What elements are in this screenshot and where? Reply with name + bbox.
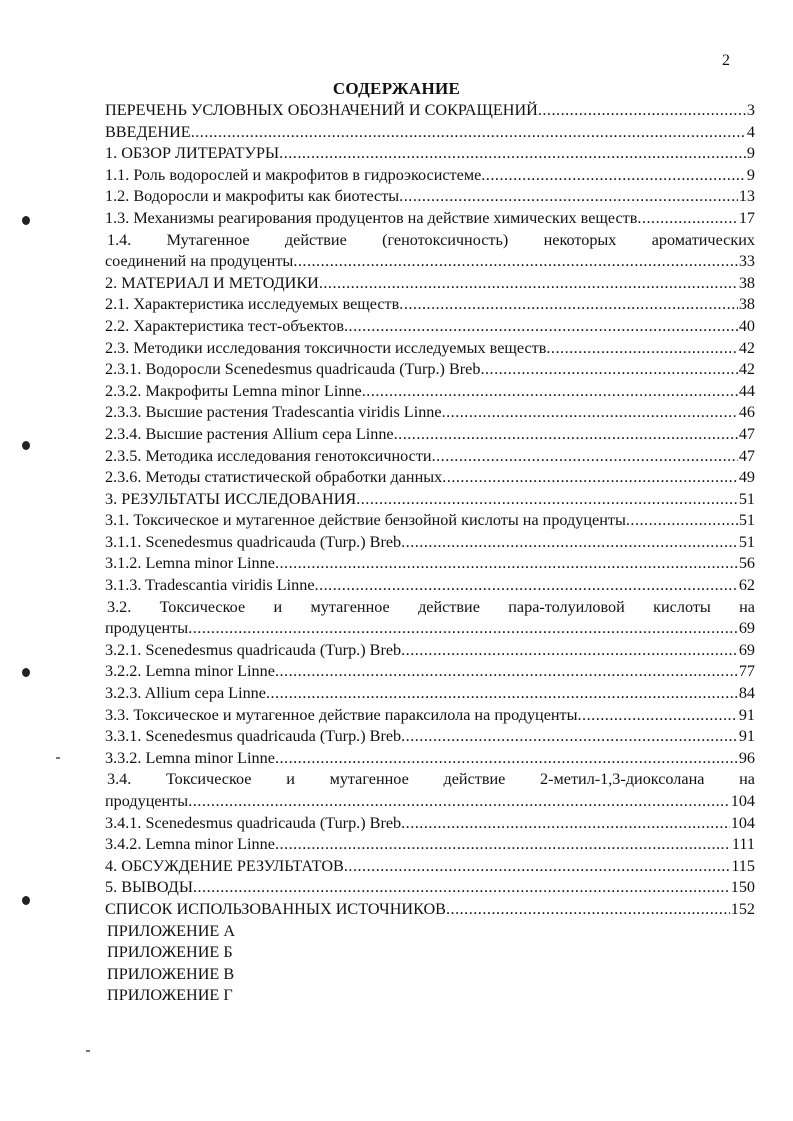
toc-entry-title: 2.1. Характеристика исследуемых веществ — [105, 295, 400, 314]
toc-dot-leader — [637, 208, 737, 230]
toc-entry-word: 1.4. — [107, 230, 132, 249]
toc-entry — [105, 294, 755, 316]
toc-entry-title: 2.3.4. Высшие растения Allium cepa Linne — [105, 424, 394, 443]
toc-entry-page: 33 — [738, 252, 755, 271]
toc-entry-title: 3.3. Токсическое и мутагенное действие параксилола на продуценты — [105, 705, 578, 724]
toc-entry-title: 3.4.1. Scenedesmus quadricauda (Turp.) Breb — [105, 813, 402, 832]
toc-entry-title: 3.2.2. Lemna minor Linne — [105, 662, 275, 681]
toc-entry — [105, 424, 755, 446]
toc-entry — [105, 532, 755, 554]
page-number: 2 — [722, 52, 730, 69]
toc-dot-leader — [442, 467, 738, 489]
toc-entry-page: 111 — [731, 835, 755, 854]
toc-entry-page: 47 — [738, 446, 755, 465]
toc-entry — [105, 877, 755, 899]
punch-mark — [22, 896, 30, 905]
toc-entry — [105, 165, 755, 187]
toc-entry-title: 1. ОБЗОР ЛИТЕРАТУРЫ — [105, 144, 280, 163]
punch-mark — [22, 216, 30, 225]
toc-entry-page: 51 — [738, 532, 755, 551]
toc-entry-title: 3.1.3. Tradescantia viridis Linne — [105, 576, 315, 595]
toc-entry-page: 51 — [738, 489, 755, 508]
toc-dot-leader — [279, 143, 746, 165]
toc-entry-page: 152 — [730, 899, 755, 918]
toc-entry-title: 3.1.1. Scenedesmus quadricauda (Turp.) Breb — [105, 532, 402, 551]
punch-mark — [22, 441, 30, 450]
toc-entry-page: 91 — [738, 705, 755, 724]
toc-entry-word: 2-метил-1,3-диоксолана — [540, 770, 705, 789]
toc-entry-page: 49 — [738, 468, 755, 487]
toc-dot-leader — [275, 553, 738, 575]
toc-entry — [105, 640, 755, 662]
toc-entry-title: СПИСОК ИСПОЛЬЗОВАННЫХ ИСТОЧНИКОВ — [105, 899, 446, 918]
toc-entry — [105, 683, 755, 705]
toc-entry-page: 69 — [738, 619, 755, 638]
toc-entry — [105, 964, 755, 986]
toc-entry — [105, 338, 755, 360]
toc-entry-word: (генотоксичность) — [382, 230, 509, 249]
toc-entry-word: Токсическое — [165, 770, 252, 789]
toc-dot-leader — [578, 705, 738, 727]
toc-entry-page: 42 — [738, 338, 755, 357]
toc-dot-leader — [191, 122, 746, 144]
toc-entry-title: 3.2.1. Scenedesmus quadricauda (Turp.) Breb — [105, 640, 402, 659]
toc-entry — [105, 186, 755, 208]
toc-entry-title: 3.3.2. Lemna minor Linne — [105, 748, 275, 767]
toc-entry-word: и — [273, 597, 283, 616]
toc-entry-title: 3.1.2. Lemna minor Linne — [105, 554, 275, 573]
toc-entry-page: 115 — [731, 856, 755, 875]
toc-entry — [105, 316, 755, 338]
toc-dot-leader — [480, 359, 737, 381]
table-of-contents — [105, 100, 755, 1007]
scan-speck — [56, 757, 60, 759]
toc-entry-word: действие — [284, 230, 347, 249]
toc-entry-word: мутагенное — [310, 597, 390, 616]
page-title: СОДЕРЖАНИЕ — [332, 79, 461, 98]
toc-entry-page: 17 — [738, 208, 755, 227]
toc-entry-page: 51 — [738, 511, 755, 530]
toc-entry — [105, 661, 755, 683]
toc-entry — [105, 834, 755, 856]
toc-dot-leader — [362, 381, 738, 403]
toc-entry-page: 62 — [738, 576, 755, 595]
toc-dot-leader — [401, 813, 730, 835]
toc-entry — [105, 985, 755, 1007]
toc-entry-title: ПРИЛОЖЕНИЕ Б — [107, 943, 233, 962]
toc-dot-leader — [446, 899, 730, 921]
toc-entry — [105, 402, 755, 424]
toc-entry — [105, 100, 755, 122]
toc-entry-title: 3.2.3. Allium cepa Linne — [105, 684, 266, 703]
toc-entry-title: 5. ВЫВОДЫ — [105, 878, 193, 897]
toc-dot-leader — [275, 834, 731, 856]
toc-entry — [105, 575, 755, 597]
toc-dot-leader — [538, 100, 746, 122]
toc-entry — [105, 359, 755, 381]
toc-dot-leader — [344, 316, 738, 338]
toc-entry-word: действие — [418, 597, 480, 616]
toc-dot-leader — [399, 294, 738, 316]
toc-entry-word: некоторых — [543, 230, 617, 249]
toc-entry-page: 77 — [738, 662, 755, 681]
toc-entry-word: Мутагенное — [166, 230, 250, 249]
toc-entry-title: 2.3.3. Высшие растения Tradescantia viridis Linne — [105, 403, 442, 422]
toc-entry — [105, 273, 755, 295]
toc-entry-page: 4 — [746, 122, 755, 141]
toc-entry-word: мутагенное — [329, 770, 409, 789]
toc-dot-leader — [266, 683, 738, 705]
toc-entry — [105, 856, 755, 878]
toc-dot-leader — [356, 489, 738, 511]
toc-dot-leader — [401, 726, 738, 748]
toc-entry-title: ПРИЛОЖЕНИЕ В — [107, 964, 235, 983]
toc-entry-page: 9 — [746, 165, 755, 184]
toc-entry-word: 3.4. — [107, 770, 132, 789]
toc-entry-page: 13 — [738, 187, 755, 206]
toc-dot-leader — [546, 338, 737, 360]
toc-entry-page: 38 — [738, 273, 755, 292]
toc-entry — [105, 597, 755, 619]
toc-entry-title: 3.3.1. Scenedesmus quadricauda (Turp.) Breb — [105, 727, 402, 746]
toc-dot-leader — [626, 510, 738, 532]
toc-dot-leader — [188, 618, 738, 640]
toc-entry-title: 1.1. Роль водорослей и макрофитов в гидроэкосистеме — [105, 165, 482, 184]
toc-entry — [105, 618, 755, 640]
toc-dot-leader — [188, 791, 730, 813]
toc-dot-leader — [193, 877, 730, 899]
toc-entry — [105, 143, 755, 165]
toc-entry-word: на — [739, 597, 755, 616]
toc-entry-title: 2. МАТЕРИАЛ И МЕТОДИКИ — [105, 273, 319, 292]
toc-entry-word: ароматических — [651, 230, 755, 249]
toc-entry-title: 4. ОБСУЖДЕНИЕ РЕЗУЛЬТАТОВ — [105, 856, 344, 875]
toc-entry-page: 56 — [738, 554, 755, 573]
toc-entry-word: пара-толуиловой — [508, 597, 625, 616]
toc-dot-leader — [442, 402, 738, 424]
toc-entry-title: 3. РЕЗУЛЬТАТЫ ИССЛЕДОВАНИЯ — [105, 489, 357, 508]
toc-entry-page: 96 — [738, 748, 755, 767]
toc-entry-page: 47 — [738, 424, 755, 443]
toc-entry-title: продуценты — [105, 792, 189, 810]
toc-dot-leader — [275, 748, 738, 770]
toc-dot-leader — [315, 575, 738, 597]
toc-entry-page: 69 — [738, 640, 755, 659]
toc-entry — [105, 705, 755, 727]
scan-speck — [86, 1050, 90, 1052]
toc-dot-leader — [481, 165, 746, 187]
toc-entry-title: 2.3.1. Водоросли Scenedesmus quadricauda (Turp.) Breb — [105, 360, 481, 379]
toc-entry-page: 104 — [730, 792, 755, 810]
toc-entry-title: продуценты — [105, 619, 189, 638]
toc-entry-word: и — [286, 770, 295, 789]
toc-entry — [105, 942, 755, 964]
toc-entry-word: на — [739, 770, 755, 789]
toc-entry-word: 3.2. — [107, 597, 132, 616]
toc-entry-title: 2.2. Характеристика тест-объектов — [105, 316, 344, 335]
toc-entry-title: 3.1. Токсическое и мутагенное действие бензойной кислоты на продуценты — [105, 511, 626, 530]
toc-entry — [105, 553, 755, 575]
toc-entry-word: действие — [443, 770, 506, 789]
toc-entry — [105, 921, 755, 943]
toc-entry-page: 84 — [738, 684, 755, 703]
toc-entry-title: ПРИЛОЖЕНИЕ Г — [107, 986, 233, 1005]
toc-entry — [105, 791, 755, 813]
toc-entry-title: ПЕРЕЧЕНЬ УСЛОВНЫХ ОБОЗНАЧЕНИЙ И СОКРАЩЕНИЙ — [105, 101, 538, 119]
toc-entry-title: 2.3.6. Методы статистической обработки данных — [105, 468, 443, 487]
toc-entry-page: 9 — [746, 144, 755, 163]
toc-entry-page: 3 — [746, 101, 755, 119]
toc-entry-title: 2.3. Методики исследования токсичности исследуемых веществ — [105, 338, 547, 357]
toc-entry-page: 150 — [730, 878, 755, 897]
toc-entry-title: ПРИЛОЖЕНИЕ А — [107, 921, 236, 940]
toc-dot-leader — [399, 186, 738, 208]
toc-entry-title: 1.2. Водоросли и макрофиты как биотесты — [105, 187, 400, 206]
toc-entry — [105, 230, 755, 252]
toc-entry — [105, 489, 755, 511]
toc-dot-leader — [344, 856, 730, 878]
toc-entry-title: 2.3.2. Макрофиты Lemna minor Linne — [105, 381, 362, 400]
toc-entry — [105, 122, 755, 144]
toc-dot-leader — [319, 273, 738, 295]
punch-mark — [22, 668, 30, 677]
toc-entry-word: кислоты — [653, 597, 711, 616]
toc-dot-leader — [275, 661, 738, 683]
toc-entry — [105, 381, 755, 403]
toc-entry-page: 40 — [738, 316, 755, 335]
toc-entry-page: 44 — [738, 381, 755, 400]
toc-entry-word: Токсическое — [159, 597, 246, 616]
toc-entry — [105, 251, 755, 273]
toc-entry — [105, 726, 755, 748]
toc-entry-title: 2.3.5. Методика исследования генотоксичности — [105, 446, 432, 465]
toc-entry-title: 3.4.2. Lemna minor Linne — [105, 835, 275, 854]
toc-entry — [105, 467, 755, 489]
toc-dot-leader — [394, 424, 738, 446]
toc-dot-leader — [293, 251, 738, 273]
toc-entry-page: 42 — [738, 360, 755, 379]
toc-entry-page: 38 — [738, 295, 755, 314]
toc-entry — [105, 769, 755, 791]
toc-entry — [105, 748, 755, 770]
toc-entry — [105, 899, 755, 921]
toc-entry-title: ВВЕДЕНИЕ — [105, 122, 191, 141]
toc-entry-page: 104 — [730, 813, 755, 832]
toc-entry — [105, 813, 755, 835]
toc-dot-leader — [401, 532, 738, 554]
toc-entry — [105, 446, 755, 468]
toc-entry-title: 1.3. Механизмы реагирования продуцентов на действие химических веществ — [105, 208, 638, 227]
toc-dot-leader — [432, 446, 738, 468]
toc-entry — [105, 208, 755, 230]
toc-entry — [105, 510, 755, 532]
toc-dot-leader — [401, 640, 738, 662]
toc-entry-page: 46 — [738, 403, 755, 422]
toc-entry-page: 91 — [738, 727, 755, 746]
toc-entry-title: соединений на продуценты — [105, 252, 294, 271]
